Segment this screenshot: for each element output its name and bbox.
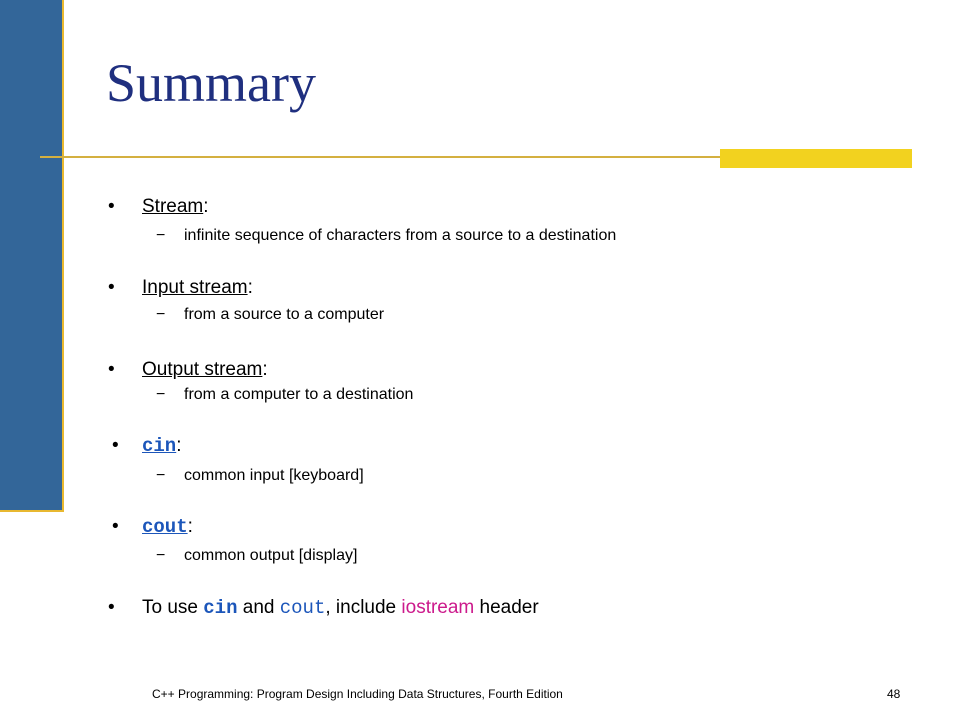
term-output-stream: Output stream [142,359,263,380]
term-stream: Stream [142,196,204,217]
sub-stream: − infinite sequence of characters from a source to a destination [156,227,617,244]
divider-accent [720,149,912,168]
sub-output-stream: − from a computer to a destination [156,386,414,403]
code-cout: cout [279,597,326,619]
bullet-input-stream: • Input stream: [108,277,253,298]
bullet-iostream: • To use cin and cout, include iostream header [108,597,539,619]
sub-cout: − common output [display] [156,547,358,564]
slide-title: Summary [106,53,316,113]
term-cout: cout [142,516,188,538]
slide-footer: C++ Programming: Program Design Including Data Structures, Fourth Edition [152,687,563,701]
bullet-output-stream: • Output stream: [108,359,268,380]
left-sidebar-decoration [0,0,64,512]
iostream-keyword: iostream [401,597,475,618]
term-cin: cin [142,435,177,457]
sub-cin: − common input [keyboard] [156,467,364,484]
bullet-stream: • Stream: [108,196,209,217]
bullet-dot: • [108,196,115,217]
bullet-cout: • cout: [112,516,193,538]
code-cin: cin [203,597,238,619]
term-input-stream: Input stream [142,277,248,298]
sub-input-stream: − from a source to a computer [156,306,385,323]
bullet-cin: • cin: [112,435,182,457]
page-number: 48 [887,687,901,701]
